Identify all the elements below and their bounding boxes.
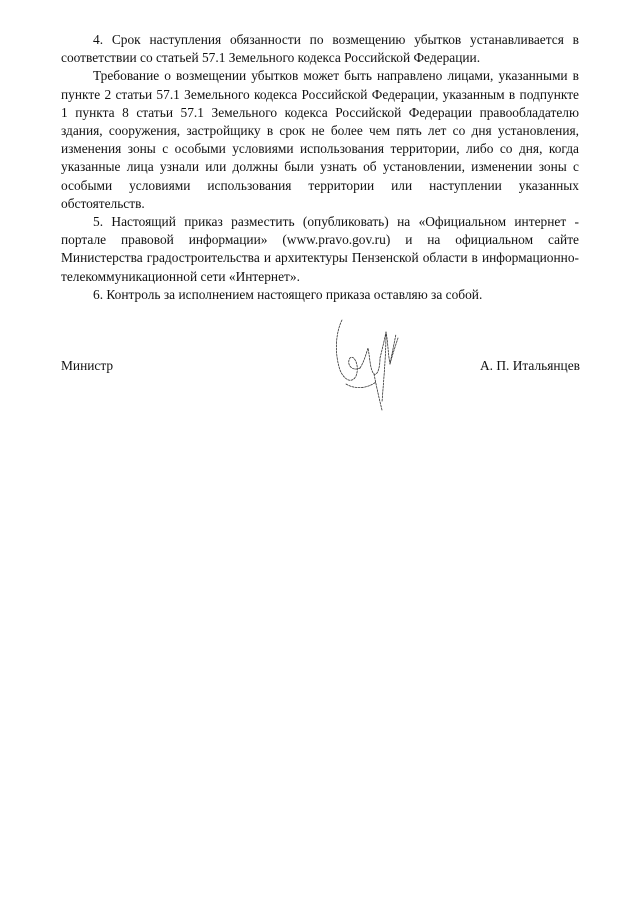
paragraph-5: 5. Настоящий приказ разместить (опубликовать) на «Официальном интернет - портале правовой информации» (www.pravo.gov.ru) и на официальном сайте Министерства градостроительства и архитектуры Пензенской области в информационно-телекоммуникационной сети «Интернет». [61, 214, 579, 284]
signatory-position: Министр [61, 358, 114, 373]
handwritten-signature [330, 314, 410, 414]
paragraph-damages-claim: Требование о возмещении убытков может быть направлено лицами, указанными в пункте 2 статьи 57.1 Земельного кодекса Российской Федерации, указанным в подпункте 1 пункта 8 статьи 57.1 Земельного кодекса Российской Федерации правообладателю здания, сооружения, застройщику в срок не более чем пять лет со дня установления, изменения зоны с особыми условиями использования территории, либо со дня, когда указанные лица узнали или должны были узнать об установлении, изменении зоны с особыми условиями использования территории или наступлении указанных обстоятельств. [61, 68, 579, 211]
signatory-name: А. П. Итальянцев [479, 358, 580, 373]
signature-block [61, 354, 580, 378]
paragraph-4: 4. Срок наступления обязанности по возмещению убытков устанавливается в соответствии со статьей 57.1 Земельного кодекса Российской Федерации. [61, 32, 579, 66]
document-body [61, 31, 579, 304]
paragraph-6: 6. Контроль за исполнением настоящего приказа оставляю за собой. [93, 286, 483, 302]
